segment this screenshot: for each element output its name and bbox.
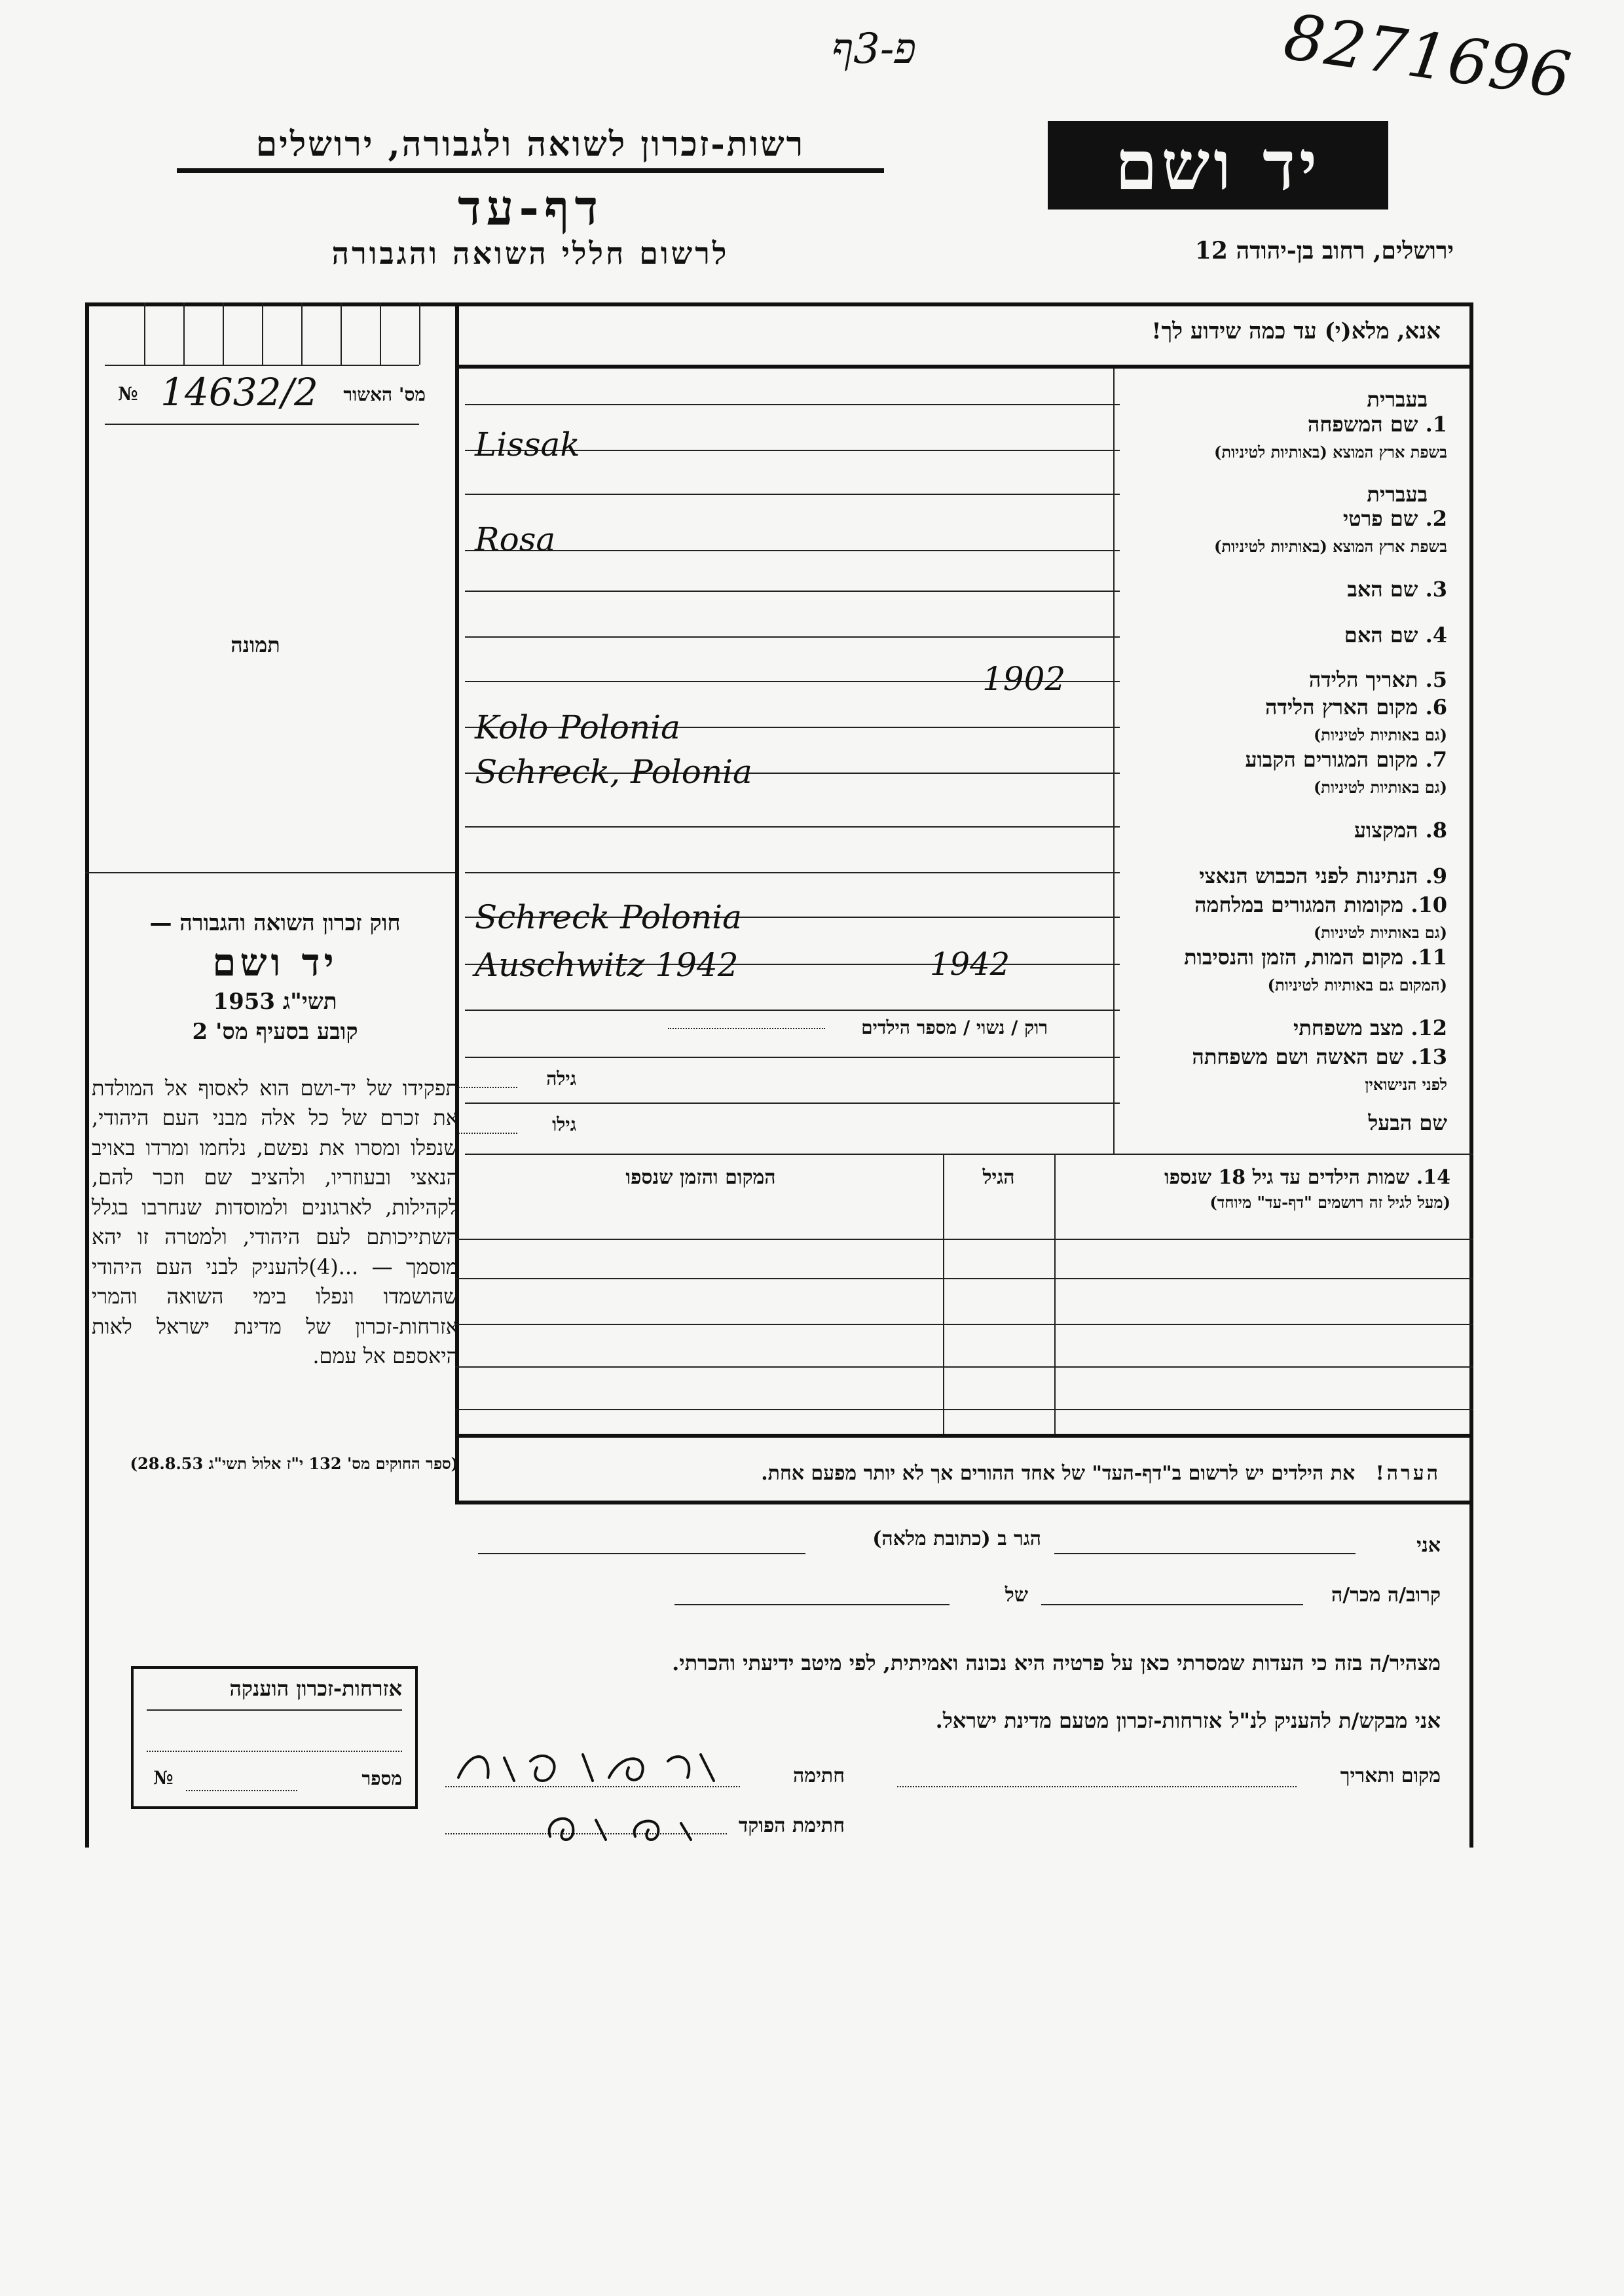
certificate-box [131,1666,418,1809]
law-section: קובע בסעיף מס' 2 [192,1019,358,1045]
witness-resident-label: הגר ב (כתובת מלאה) [872,1527,1041,1550]
archive-code: פ-3ף [832,25,917,73]
place-date-label: מקום ותאריך [1340,1764,1441,1787]
law-year: תשי"ג 1953 [213,989,337,1015]
age-husband-line [458,1133,517,1134]
field-7-value-latin: Schreck, Polonia [475,753,752,791]
field-6-label: 6. מקום הארץ הלידה (גם באותיות לטיניות) [1265,695,1447,744]
children-subtitle: (מעל לגיל זה רושמים "דף-עד" מיוחד) [1209,1193,1450,1212]
field-1-value-latin: Lissak [475,426,580,464]
field-5-value: 1902 [982,660,1066,698]
field-11-value-latin: Auschwitz 1942 [475,946,739,984]
official-signature-label: חתימת הפוקד [738,1814,845,1837]
field-10-value-latin: Schreck Polonia [475,898,742,936]
field-4-label: 4. שם האם [1344,623,1447,647]
hebrew-label-2: בעברית [1367,482,1428,507]
law-title: חוק זכרון השואה והגבורה — [149,910,401,936]
marital-options: רוק / נשוי / מספר הילדים [861,1017,1048,1038]
law-body: תפקידו של יד-ושם הוא לאסוף אל המולדת את זכרם של כל אלה מבני העם היהודי, שנפלו ומסרו את נפשם, נלחמו ומרדו באויב הנאצי ובעוזריו, ולהציב שם וזכר להם, לקהילות, לארגונים ולמוסדות שנחרבו בגלל השתייכותם לעם היהודי, ולמטרה זו יהא מוסמך — ...(4)להעניק לבני העם היהודי שהושמדו ונפלו בימי השואה והמרי אזרחות-זכרון של מדינת ישראל לאות היאספם אל עמם. [92,1076,459,1368]
witness-i-label: אני [1416,1534,1441,1557]
field-3-label: 3. שם האב [1347,577,1447,602]
witness-relation-line [1041,1604,1303,1605]
field-6-value-latin: Kolo Polonia [475,708,680,746]
children-age-header: הגיל [982,1166,1015,1189]
witness-relation-label: קרוב/ה מכר/ה [1331,1584,1441,1607]
field-2-value-latin: Rosa [475,520,556,558]
form-subtitle: לרשום חללי השואה והגבורה [331,236,729,271]
witness-signature [452,1741,727,1794]
children-place-header: המקום והזמן שנספו [625,1166,776,1189]
official-signature [537,1804,707,1850]
witness-of-label: של [1005,1584,1028,1607]
place-date-line [897,1786,1297,1787]
record-no-label: מס' האשור [343,384,426,405]
children-count-line [668,1028,825,1029]
field-5-label: 5. תאריך הלידה [1308,667,1447,692]
field-1-label: 1. שם המשפחה בשפת ארץ המוצא (באותיות לטיניות) [1214,412,1447,462]
certificate-title: אזרחות-זכרון הוענקה [229,1676,402,1701]
field-13-label: 13. שם האשה ושם משפחתה לפני הנישואין [1192,1044,1447,1094]
authority-name: רשות-זכרון לשואה ולגבורה, ירושלים [177,124,884,173]
form-title: דף-עד [457,180,604,236]
archive-number: 8271696 [1280,0,1577,113]
field-10-label: 10. מקומות המגורים במלחמה (גם באותיות לטיניות) [1194,892,1447,942]
field-7-label: 7. מקום המגורים הקבוע (גם באותיות לטיניות) [1245,747,1447,797]
field-2-label: 2. שם פרטי בשפת ארץ המוצא (באותיות לטיניות) [1214,506,1447,556]
certificate-number-symbol: № [153,1767,174,1789]
witness-request: אני מבקש/ת להעניק לנ"ל אזרחות-זכרון מטעם מדינת ישראל. [935,1708,1441,1733]
age-wife-line [458,1087,517,1088]
law-header [92,910,458,1045]
age-label-wife: גילה [546,1068,576,1089]
note-line: הערה! את הילדים יש לרשום ב"דף-העד" של אחד ההורים אך לא יותר מפעם אחת. [761,1462,1441,1485]
yad-vashem-logo: יד ושם [1048,121,1388,210]
field-husband-label: שם הבעל [1368,1110,1447,1135]
address: ירושלים, רחוב בן-יהודה 12 [1194,237,1454,264]
witness-of-line [674,1604,950,1605]
record-no-symbol: № [118,383,138,405]
hebrew-label-1: בעברית [1367,387,1428,412]
law-name: יד ושם [212,940,338,985]
age-label-husband: גילו [552,1114,576,1135]
record-no-value: 14632/2 [160,370,318,414]
field-8-label: 8. המקצוע [1354,818,1447,843]
children-title: 14. שמות הילדים עד גיל 18 שנספו [1164,1166,1450,1189]
witness-name-line [1054,1553,1356,1554]
instruction: אנא, מלא(י) עד כמה שידוע לך! [1151,318,1441,344]
witness-declaration: מצהיר/ה בזה כי העדות שמסרתי כאן על פרטיה היא נכונה ואמיתית, לפי מיטב ידיעתי והכרתי. [672,1650,1441,1675]
field-12-label: 12. מצב משפחתי [1293,1015,1447,1040]
field-11-value-he: 1942 [930,946,1010,983]
certificate-number-label: מספר [361,1768,402,1789]
field-9-label: 9. הנתינות לפני הכבוש הנאצי [1199,864,1447,888]
signature-label: חתימה [793,1764,845,1787]
law-reference: (ספר החוקים מס' 132 י"ז אלול תשי"ג 28.8.53) [130,1454,458,1473]
photo-label: תמונה [231,632,280,657]
field-11-label: 11. מקום המות, הזמן והנסיבות (המקום גם באותיות לטיניות) [1184,945,1447,994]
witness-address-line [478,1553,805,1554]
